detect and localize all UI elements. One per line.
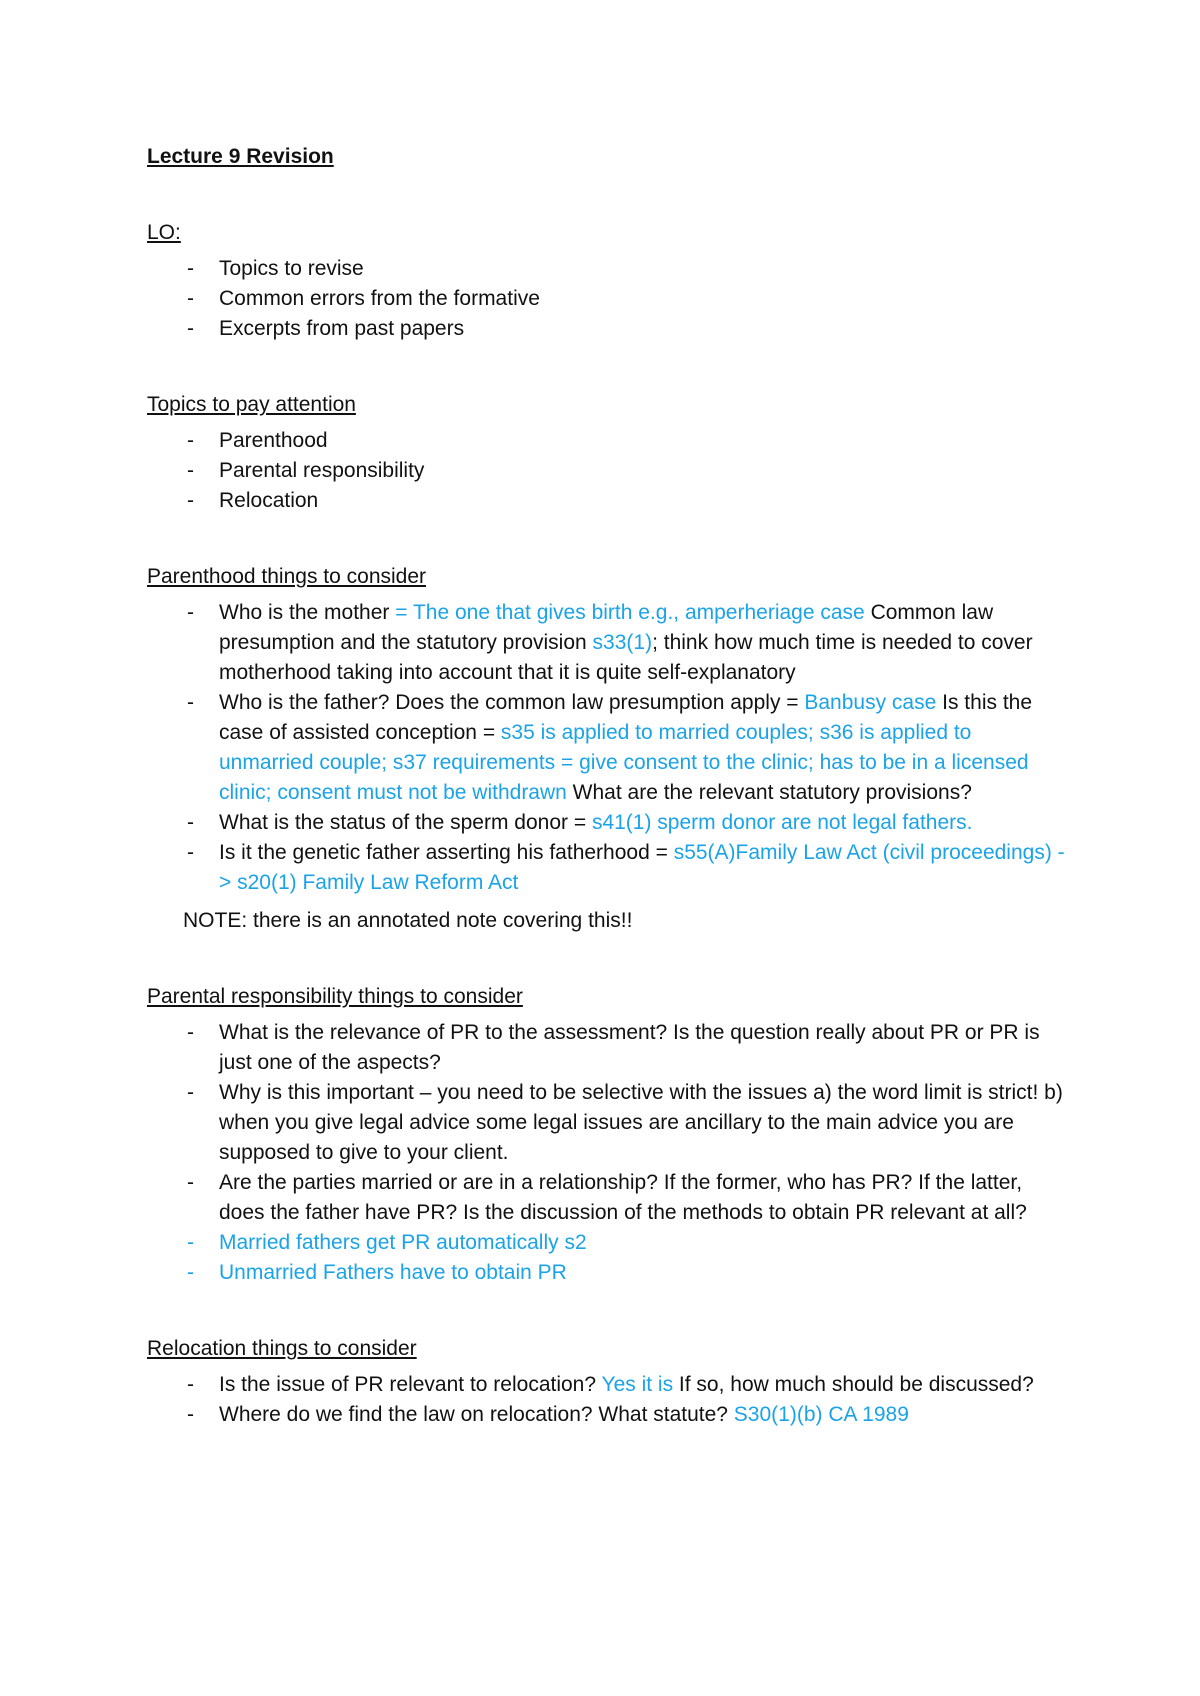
list-item-highlight: - Unmarried Fathers have to obtain PR <box>147 1258 1067 1288</box>
highlight-text: s55(A)Family Law Act (civil proceedings) -> s20(1) Family Law Reform Act <box>219 841 1065 894</box>
highlight-text: s41(1) sperm donor are not legal fathers. <box>591 811 973 834</box>
topics-list <box>147 426 1067 516</box>
lo-heading: LO: <box>147 221 181 244</box>
document-page <box>147 142 1067 1430</box>
text-run: Is this the case of assisted conception = <box>219 691 1033 744</box>
lo-list <box>147 254 1067 344</box>
parenthood-list <box>147 598 1067 898</box>
parenthood-heading: Parenthood things to consider <box>147 565 427 588</box>
list-item: - Relocation <box>147 486 1067 516</box>
text-run: If so, how much should be discussed? <box>673 1373 1034 1396</box>
highlight-text: = The one that gives birth e.g., amperheriage case <box>395 601 865 624</box>
pr-list <box>147 1018 1067 1288</box>
text-run: Where do we find the law on relocation? What statute? <box>219 1403 734 1426</box>
list-item: - Excerpts from past papers <box>147 314 1067 344</box>
list-item: - Why is this important – you need to be selective with the issues a) the word limit is strict! b) when you give legal advice some legal issues are ancillary to the main advice you are supposed to give to your client. <box>147 1078 1067 1168</box>
list-item: - Common errors from the formative <box>147 284 1067 314</box>
text-run: Who is the mother <box>219 601 396 624</box>
list-item: - Parental responsibility <box>147 456 1067 486</box>
list-item-father <box>147 688 1067 808</box>
pr-heading: Parental responsibility things to consider <box>147 985 523 1008</box>
highlight-text: s35 is applied to married couples; s36 is applied to unmarried couple; s37 requirements = give consent to the clinic; has to be in a licensed clinic; consent must not be withdrawn <box>219 721 1029 804</box>
list-item-genetic-father <box>147 838 1067 898</box>
list-item-sperm-donor <box>147 808 1067 838</box>
text-run: Is the issue of PR relevant to relocation? <box>219 1373 602 1396</box>
highlight-text: S30(1)(b) CA 1989 <box>733 1403 909 1426</box>
note-text: NOTE: there is an annotated note covering this!! <box>183 909 633 932</box>
highlight-text: Yes it is <box>601 1373 674 1396</box>
list-item-highlight: - Married fathers get PR automatically s2 <box>147 1228 1067 1258</box>
text-run: Who is the father? Does the common law presumption apply = <box>219 691 805 714</box>
list-item-mother <box>147 598 1067 688</box>
document-title: Lecture 9 Revision <box>147 145 334 168</box>
text-run: What are the relevant statutory provisions? <box>566 781 972 804</box>
text-run: Is it the genetic father asserting his fatherhood = <box>219 841 674 864</box>
highlight-text: s33(1) <box>592 631 653 654</box>
list-item: - What is the relevance of PR to the assessment? Is the question really about PR or PR is just one of the aspects? <box>147 1018 1067 1078</box>
text-run: Common law presumption and the statutory provision <box>219 601 994 654</box>
highlight-text: Banbusy case <box>804 691 937 714</box>
text-run: What is the status of the sperm donor = <box>219 811 592 834</box>
list-item: - Are the parties married or are in a relationship? If the former, who has PR? If the latter, does the father have PR? Is the discussion of the methods to obtain PR relevant at all? <box>147 1168 1067 1228</box>
list-item: - Topics to revise <box>147 254 1067 284</box>
list-item-pr-relevance <box>147 1370 1067 1400</box>
relocation-list <box>147 1370 1067 1430</box>
list-item: - Parenthood <box>147 426 1067 456</box>
topics-heading: Topics to pay attention <box>147 393 356 416</box>
relocation-heading: Relocation things to consider <box>147 1337 417 1360</box>
text-run: ; think how much time is needed to cover motherhood taking into account that it is quite self-explanatory <box>219 631 1033 684</box>
list-item-statute <box>147 1400 1067 1430</box>
